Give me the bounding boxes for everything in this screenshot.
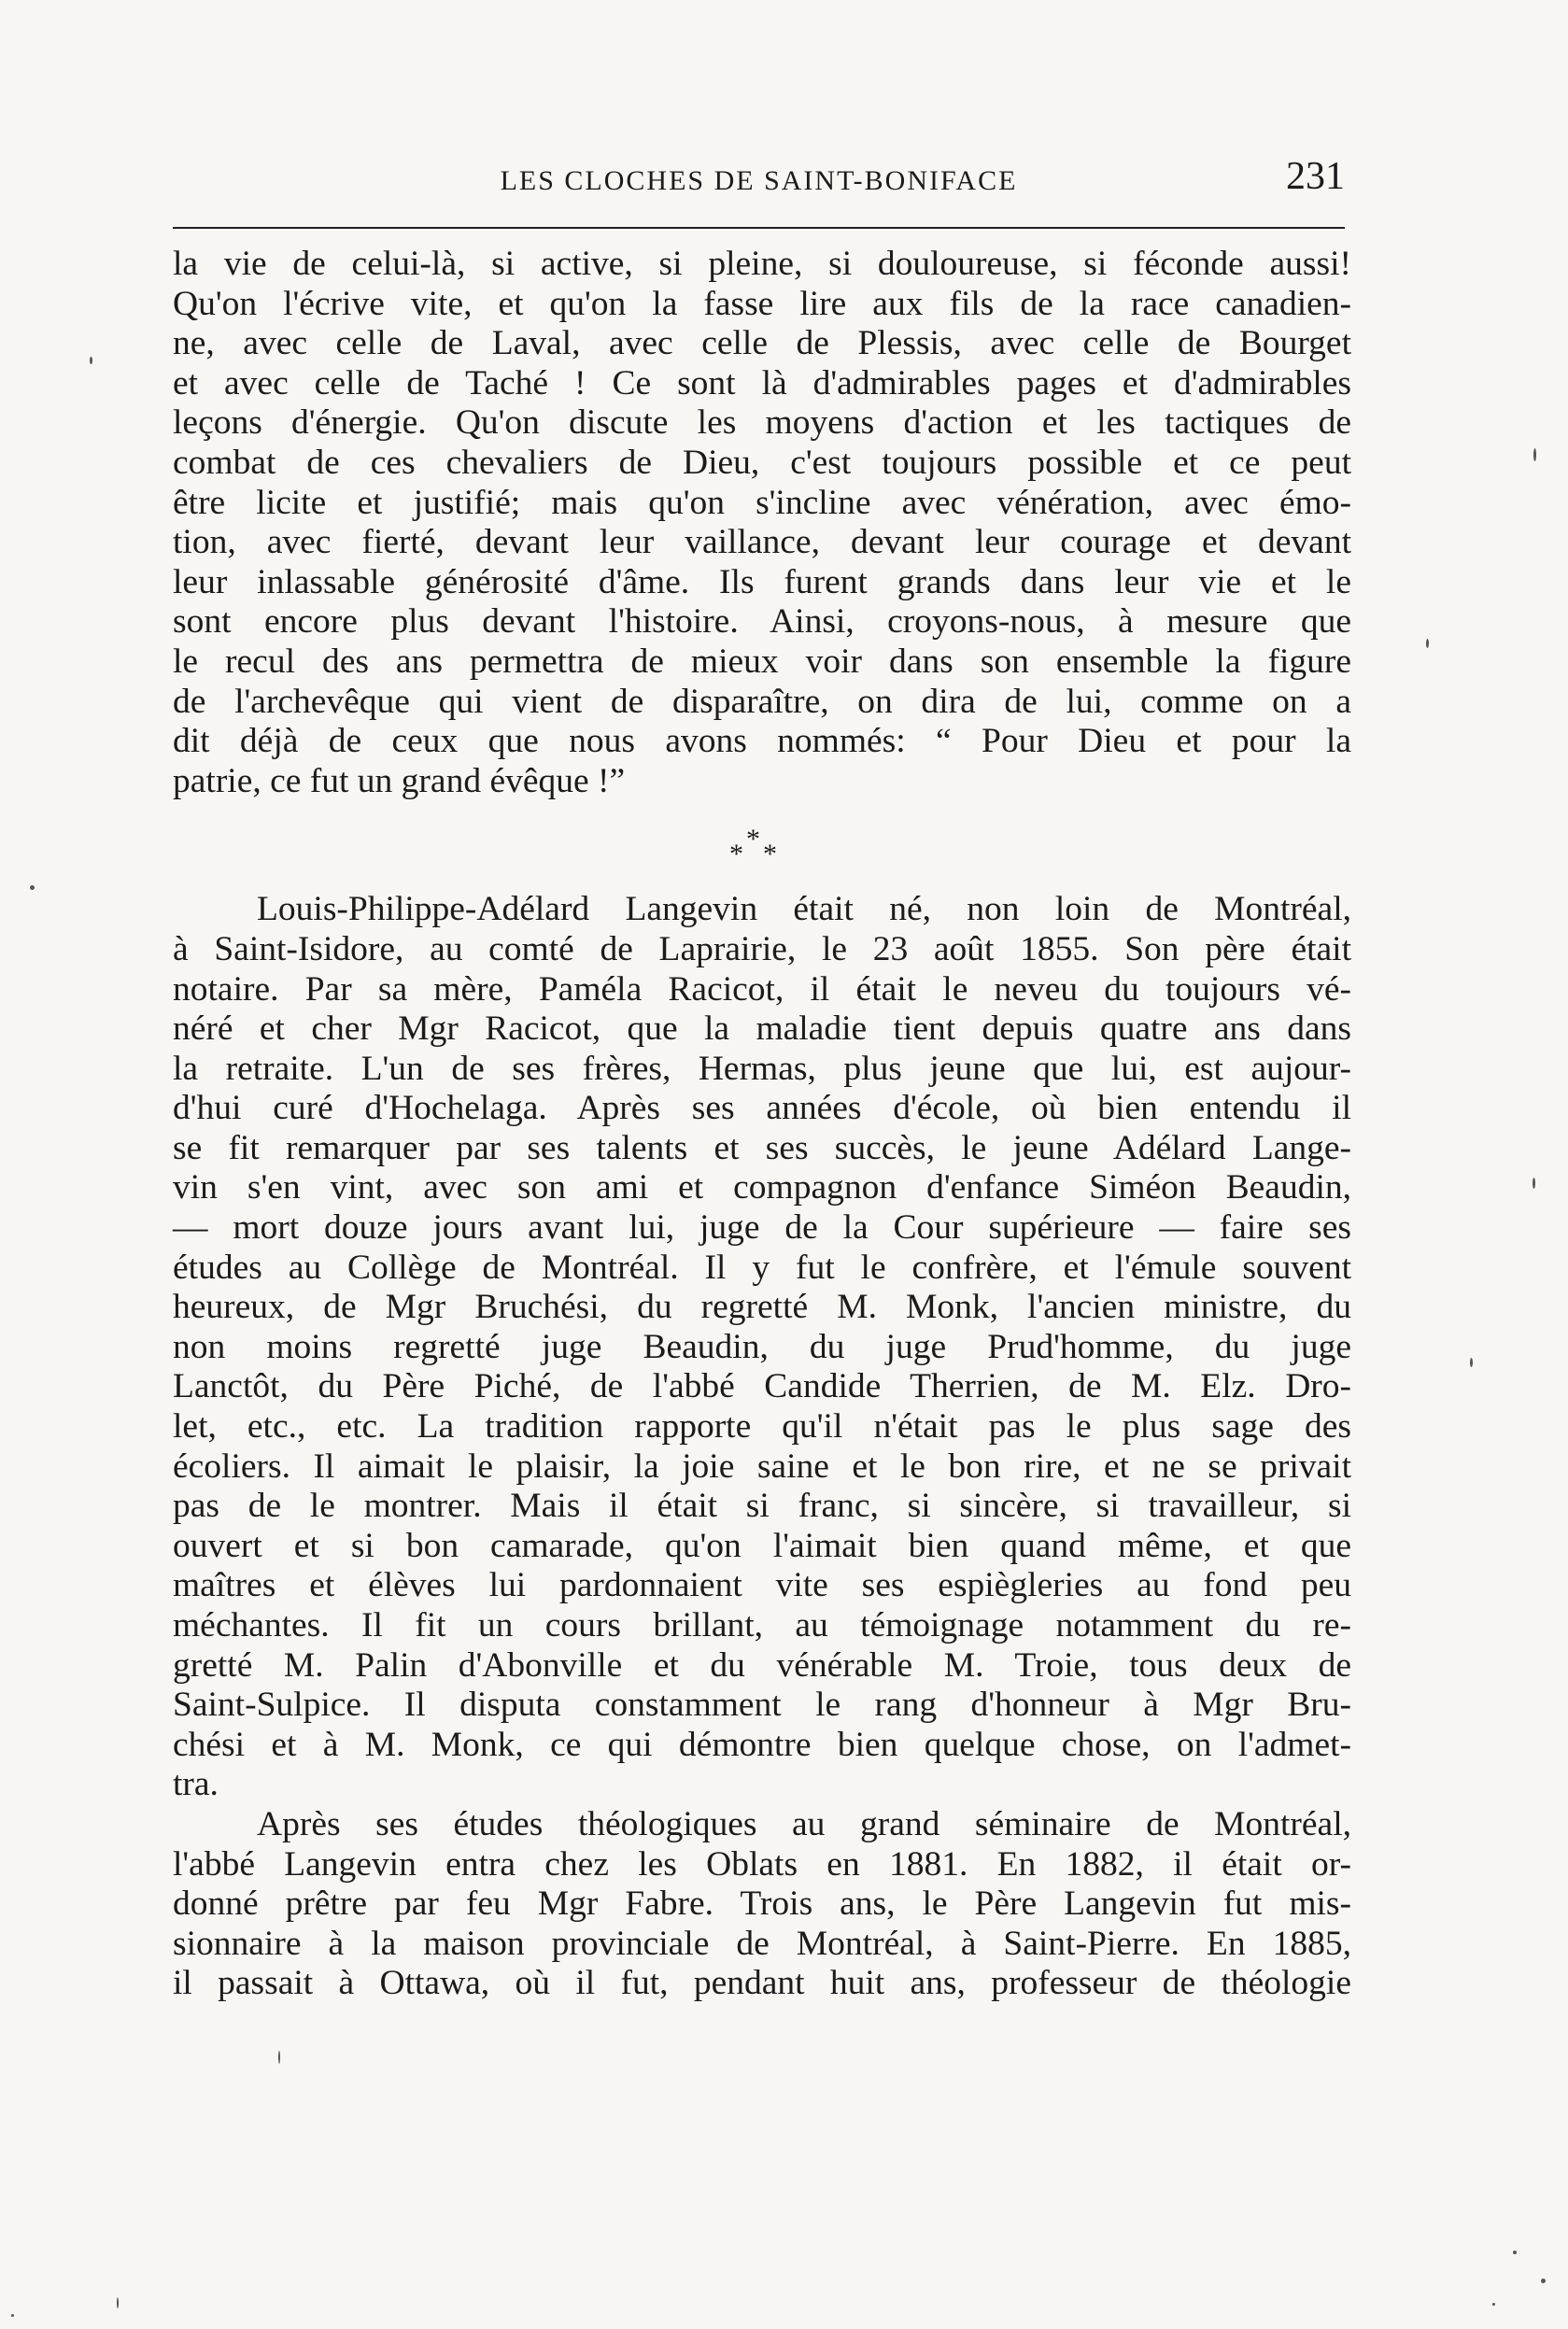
text-line: le recul des ans permettra de mieux voir dans son ensemble la figure bbox=[173, 642, 1351, 681]
text-line: notaire. Par sa mère, Paméla Racicot, il était le neveu du toujours vé- bbox=[173, 969, 1351, 1009]
text-line: gretté M. Palin d'Abonville et du vénérable M. Troie, tous deux de bbox=[173, 1645, 1351, 1685]
text-line: dit déjà de ceux que nous avons nommés: “ Pour Dieu et pour la bbox=[173, 722, 1351, 761]
text-line: la retraite. L'un de ses frères, Hermas, plus jeune que lui, est aujour- bbox=[173, 1049, 1351, 1088]
text-line: sionnaire à la maison provinciale de Montréal, à Saint-Pierre. En 1885, bbox=[173, 1924, 1351, 1963]
scan-speck bbox=[278, 2051, 280, 2064]
header-rule bbox=[173, 227, 1345, 229]
page-number: 231 bbox=[1286, 155, 1345, 198]
asterism-star: * bbox=[763, 839, 777, 870]
text-line: et avec celle de Taché ! Ce sont là d'admirables pages et d'admirables bbox=[173, 363, 1351, 402]
text-line: se fit remarquer par ses talents et ses succès, le jeune Adélard Lange- bbox=[173, 1128, 1351, 1167]
text-line: maîtres et élèves lui pardonnaient vite ses espiègleries au fond peu bbox=[173, 1566, 1351, 1605]
text-line: il passait à Ottawa, où il fut, pendant huit ans, professeur de théologie bbox=[173, 1964, 1351, 2003]
scan-speck bbox=[1533, 448, 1536, 461]
scan-speck bbox=[90, 357, 92, 364]
text-line: ouvert et si bon camarade, qu'on l'aimait bien quand même, et que bbox=[173, 1526, 1351, 1565]
paragraph-1 bbox=[173, 245, 1351, 801]
text-line: études au Collège de Montréal. Il y fut le confrère, et l'émule souvent bbox=[173, 1248, 1351, 1287]
text-line: leur inlassable générosité d'âme. Ils furent grands dans leur vie et le bbox=[173, 562, 1351, 601]
paragraph-3 bbox=[173, 1805, 1351, 2004]
body-text bbox=[173, 245, 1351, 2004]
text-line: écoliers. Il aimait le plaisir, la joie saine et le bon rire, et ne se privait bbox=[173, 1447, 1351, 1486]
text-line: tion, avec fierté, devant leur vaillance, devant leur courage et devant bbox=[173, 523, 1351, 562]
running-title: LES CLOCHES DE SAINT-BONIFACE bbox=[500, 165, 1018, 196]
scan-speck bbox=[11, 2314, 14, 2317]
text-line: ne, avec celle de Laval, avec celle de Plessis, avec celle de Bourget bbox=[173, 324, 1351, 363]
asterism-star: * bbox=[746, 824, 760, 855]
text-line: méchantes. Il fit un cours brillant, au témoignage notamment du re- bbox=[173, 1606, 1351, 1644]
text-line: de l'archevêque qui vient de disparaître, on dira de lui, comme on a bbox=[173, 682, 1351, 721]
scan-speck bbox=[1513, 2251, 1517, 2254]
section-asterism bbox=[173, 801, 1351, 890]
text-line: néré et cher Mgr Racicot, que la maladie tient depuis quatre ans dans bbox=[173, 1009, 1351, 1049]
text-line: chési et à M. Monk, ce qui démontre bien quelque chose, on l'admet- bbox=[173, 1725, 1351, 1764]
scan-speck bbox=[30, 885, 35, 890]
text-line: leçons d'énergie. Qu'on discute les moyens d'action et les tactiques de bbox=[173, 403, 1351, 443]
text-line: tra. bbox=[173, 1765, 219, 1804]
text-line: Qu'on l'écrive vite, et qu'on la fasse lire aux fils de la race canadien- bbox=[173, 284, 1351, 323]
text-line: let, etc., etc. La tradition rapporte qu'il n'était pas le plus sage des bbox=[173, 1407, 1351, 1447]
text-line: donné prêtre par feu Mgr Fabre. Trois ans, le Père Langevin fut mis- bbox=[173, 1884, 1351, 1924]
text-line: patrie, ce fut un grand évêque !” bbox=[173, 761, 626, 800]
text-line: sont encore plus devant l'histoire. Ainsi, croyons-nous, à mesure que bbox=[173, 602, 1351, 642]
text-line: vin s'en vint, avec son ami et compagnon d'enfance Siméon Beaudin, bbox=[173, 1168, 1351, 1207]
text-line: la vie de celui-là, si active, si pleine, si douloureuse, si féconde aussi! bbox=[173, 245, 1351, 283]
text-line: heureux, de Mgr Bruchési, du regretté M. Monk, l'ancien ministre, du bbox=[173, 1288, 1351, 1327]
scan-speck bbox=[1533, 1178, 1535, 1189]
text-line: être licite et justifié; mais qu'on s'incline avec vénération, avec émo- bbox=[173, 483, 1351, 522]
asterism-star: * bbox=[729, 839, 743, 870]
text-line: à Saint-Isidore, au comté de Laprairie, le 23 août 1855. Son père était bbox=[173, 929, 1351, 968]
text-line: Saint-Sulpice. Il disputa constamment le rang d'honneur à Mgr Bru- bbox=[173, 1686, 1351, 1725]
text-line: — mort douze jours avant lui, juge de la Cour supérieure — faire ses bbox=[173, 1208, 1351, 1248]
scan-speck bbox=[1426, 639, 1429, 648]
text-line: non moins regretté juge Beaudin, du juge Prud'homme, du juge bbox=[173, 1327, 1351, 1366]
text-line: d'hui curé d'Hochelaga. Après ses années d'école, où bien entendu il bbox=[173, 1089, 1351, 1128]
scan-speck bbox=[117, 2297, 119, 2308]
scan-speck bbox=[1492, 2303, 1495, 2306]
text-line: l'abbé Langevin entra chez les Oblats en 1881. En 1882, il était or- bbox=[173, 1844, 1351, 1884]
text-line: Louis-Philippe-Adélard Langevin était né, non loin de Montréal, bbox=[257, 890, 1351, 929]
text-line: pas de le montrer. Mais il était si franc, si sincère, si travailleur, si bbox=[173, 1487, 1351, 1526]
text-line: Après ses études théologiques au grand séminaire de Montréal, bbox=[257, 1804, 1351, 1843]
scan-speck bbox=[1470, 1358, 1473, 1367]
page-header bbox=[173, 154, 1345, 219]
text-line: Lanctôt, du Père Piché, de l'abbé Candide Therrien, de M. Elz. Dro- bbox=[173, 1367, 1351, 1406]
text-line: combat de ces chevaliers de Dieu, c'est toujours possible et ce peut bbox=[173, 443, 1351, 482]
paragraph-2 bbox=[173, 890, 1351, 1805]
scan-speck bbox=[1541, 2279, 1546, 2283]
